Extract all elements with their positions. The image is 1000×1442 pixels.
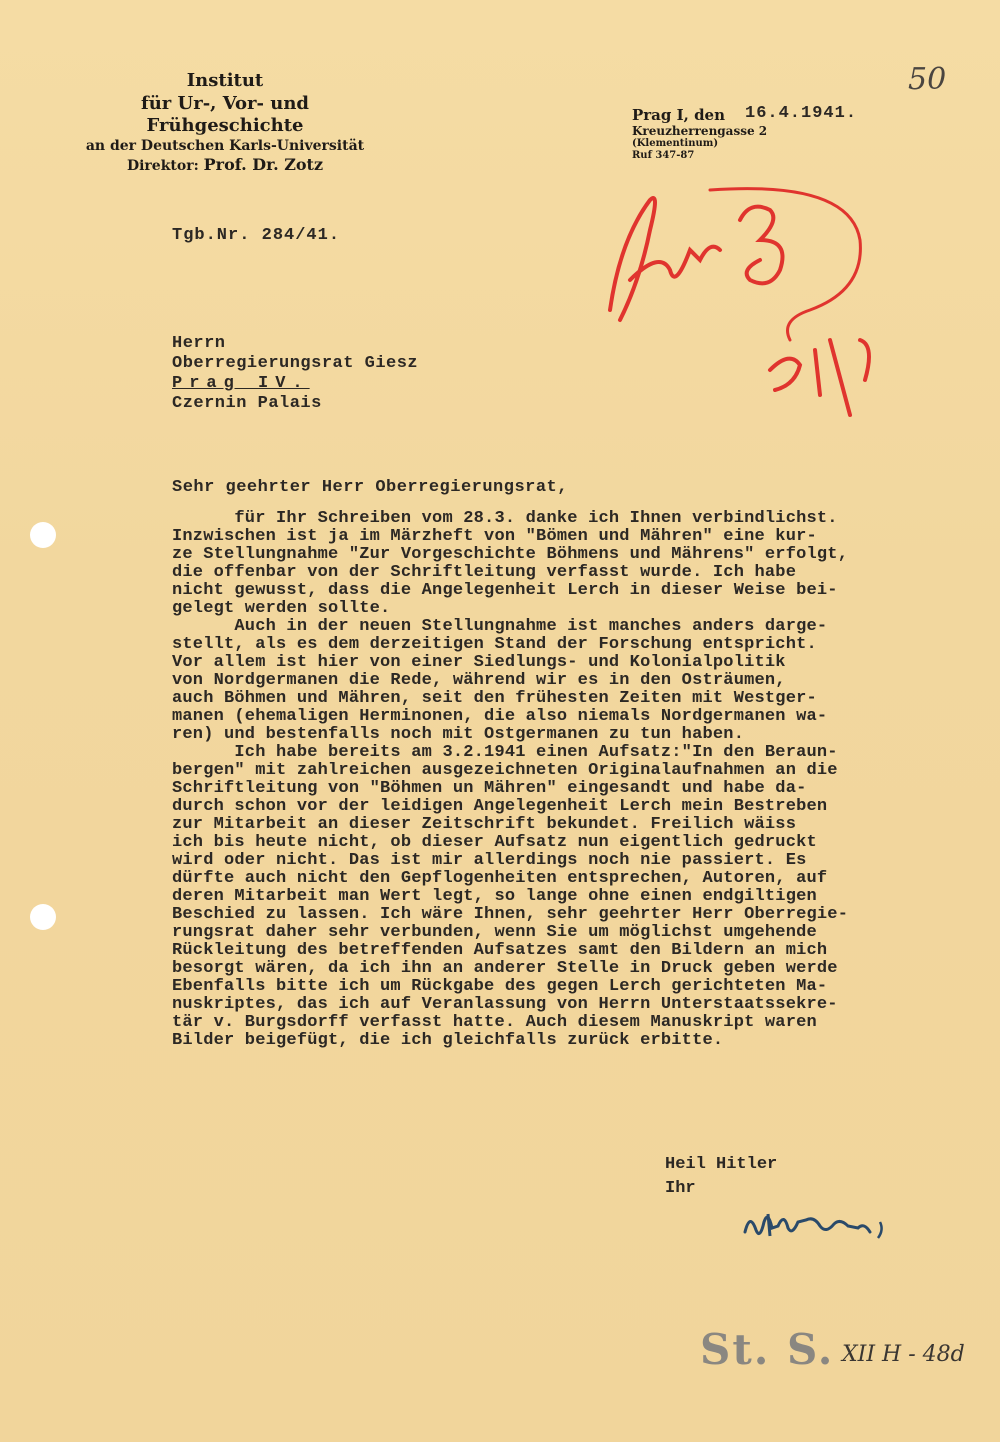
body-line: Ebenfalls bitte ich um Rückgabe des gegen Lerch gerichteten Ma-: [172, 977, 828, 996]
body-line: für Ihr Schreiben vom 28.3. danke ich Ihnen verbindlichst.: [172, 509, 838, 528]
letterhead-director: [60, 155, 390, 176]
sender-building: (Klementinum): [632, 138, 719, 150]
body-line: bergen" mit zahlreichen ausgezeichneten Originalaufnahmen an die: [172, 761, 838, 780]
body-line: tär v. Burgsdorff verfasst hatte. Auch diesem Manuskript waren: [172, 1013, 817, 1032]
letterhead-department: für Ur-, Vor- und Frühgeschichte: [140, 92, 310, 136]
body-line: Ich habe bereits am 3.2.1941 einen Aufsatz:"In den Beraun-: [172, 743, 838, 762]
letterhead-university: an der Deutschen Karls-Universität: [85, 137, 365, 154]
body-line: stellt, als es dem derzeitigen Stand der Forschung entspricht.: [172, 635, 817, 654]
body-line: deren Mitarbeit man Wert legt, so lange ohne einen endgiltigen: [172, 887, 817, 906]
body-line: Inzwischen ist ja im Märzheft von "Bömen und Mähren" eine kur-: [172, 527, 817, 546]
body-line: Rückleitung des betreffenden Aufsatzes samt den Bildern an mich: [172, 941, 828, 960]
body-line: Schriftleitung von "Böhmen un Mähren" eingesandt und habe da-: [172, 779, 807, 798]
recipient-line-1: Herrn: [172, 334, 226, 353]
letter-date: 16.4.1941.: [745, 104, 858, 123]
director-name: Prof. Dr. Zotz: [203, 155, 324, 174]
letter-body: [172, 510, 962, 1050]
body-line: Auch in der neuen Stellungnahme ist manches anders darge-: [172, 617, 828, 636]
body-line: dürfte auch nicht den Gepflogenheiten entsprechen, Autoren, auf: [172, 869, 828, 888]
body-line: gelegt werden sollte.: [172, 599, 391, 618]
body-line: besorgt wären, da ich ihn an anderer Stelle in Druck geben werde: [172, 959, 838, 978]
signature: [740, 1192, 890, 1252]
director-label: Direktor:: [126, 158, 199, 174]
body-line: ich bis heute nicht, ob dieser Aufsatz nun eigentlich gedruckt: [172, 833, 817, 852]
reference-number: Tgb.Nr. 284/41.: [172, 226, 341, 245]
body-line: nicht gewusst, dass die Angelegenheit Lerch in dieser Weise bei-: [172, 581, 838, 600]
page-number: 50: [908, 62, 947, 97]
body-line: wird oder nicht. Das ist mir allerdings noch nie passiert. Es: [172, 851, 807, 870]
red-pencil-annotation: [590, 180, 920, 440]
body-line: Beschied zu lassen. Ich wäre Ihnen, sehr geehrter Herr Oberregie-: [172, 905, 849, 924]
closing-line-1: Heil Hitler: [665, 1155, 778, 1174]
body-line: auch Böhmen und Mähren, seit den frühesten Zeiten mit Westger-: [172, 689, 817, 708]
body-line: rungsrat daher sehr verbunden, wenn Sie um möglichst umgehende: [172, 923, 817, 942]
body-line: Bilder beigefügt, die ich gleichfalls zurück erbitte.: [172, 1031, 724, 1050]
letterhead-institute: Institut: [186, 70, 264, 91]
body-line: zur Mitarbeit an dieser Zeitschrift bekundet. Freilich wäiss: [172, 815, 797, 834]
punch-hole-bottom: [30, 904, 56, 930]
body-line: ze Stellungnahme "Zur Vorgeschichte Böhmens und Mährens" erfolgt,: [172, 545, 849, 564]
recipient-line-4: Czernin Palais: [172, 394, 322, 413]
recipient-line-3: Prag IV.: [172, 374, 310, 393]
archive-reference: XII H - 48d: [842, 1342, 965, 1367]
punch-hole-top: [30, 522, 56, 548]
sender-city: Prag I, den: [632, 106, 726, 124]
archive-stamp: St. S.: [700, 1325, 835, 1374]
body-line: von Nordgermanen die Rede, während wir es in den Osträumen,: [172, 671, 786, 690]
letterhead: [60, 70, 390, 176]
salutation: Sehr geehrter Herr Oberregierungsrat,: [172, 478, 568, 497]
sender-street: Kreuzherrengasse 2: [632, 124, 768, 138]
body-line: nuskriptes, das ich auf Veranlassung von Herrn Unterstaatssekre-: [172, 995, 838, 1014]
body-line: die offenbar von der Schriftleitung verfasst wurde. Ich habe: [172, 563, 797, 582]
body-line: ren) und bestenfalls noch mit Ostgermanen zu tun haben.: [172, 725, 745, 744]
body-line: durch schon vor der leidigen Angelegenheit Lerch mein Bestreben: [172, 797, 828, 816]
recipient-address: [172, 334, 418, 414]
body-line: Vor allem ist hier von einer Siedlungs- und Kolonialpolitik: [172, 653, 786, 672]
recipient-line-2: Oberregierungsrat Giesz: [172, 354, 419, 373]
closing-line-2: Ihr: [665, 1179, 696, 1198]
sender-phone: Ruf 347-87: [632, 150, 695, 162]
body-line: manen (ehemaligen Herminonen, die also niemals Nordgermanen wa-: [172, 707, 828, 726]
